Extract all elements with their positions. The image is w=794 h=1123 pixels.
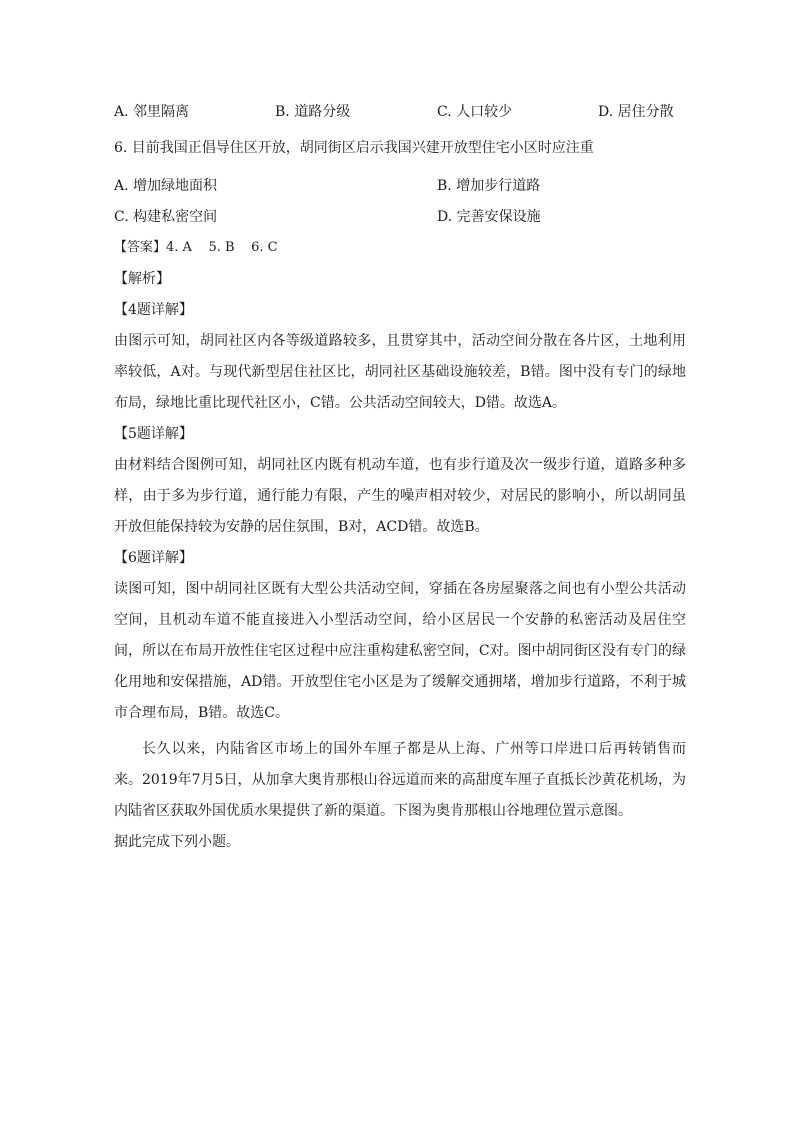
q6-option-d: D. 完善安保设施 (437, 209, 541, 225)
material-prompt: 据此完成下列小题。 (114, 834, 240, 850)
q5-heading: 【5题详解】 (114, 426, 193, 442)
q5-option-d: D. 居住分散 (598, 104, 674, 120)
q4-heading: 【4题详解】 (114, 302, 193, 318)
q6-option-a: A. 增加绿地面积 (114, 178, 218, 194)
q5-option-c: C. 人口较少 (437, 104, 513, 120)
q6-stem: 6. 目前我国正倡导住区开放，胡同街区启示我国兴建开放型住宅小区时应注重 (114, 140, 594, 156)
q4-explanation: 由图示可知，胡同社区内各等级道路较多，且贯穿其中，活动空间分散在各片区，土地利用率较低，A对。与现代新型居住社区比，胡同社区基础设施较差，B错。图中没有专门的绿地布局，绿地比重比现代社区小，C错。公共活动空间较大，D错。故选A。 (114, 333, 686, 411)
q5-option-b: B. 道路分级 (275, 104, 351, 120)
q6-option-b: B. 增加步行道路 (437, 178, 541, 194)
q5-option-a: A. 邻里隔离 (114, 104, 190, 120)
material-paragraph: 长久以来，内陆省区市场上的国外车厘子都是从上海、广州等口岸进口后再转销售而来。2019年7月5日，从加拿大奥肯那根山谷远道而来的高甜度车厘子直抵长沙黄花机场，为内陆省区获取外国优质水果提供了新的渠道。下图为奥肯那根山谷地理位置示意图。 (114, 741, 686, 819)
q6-heading: 【6题详解】 (114, 550, 193, 566)
q6-option-c: C. 构建私密空间 (114, 209, 218, 225)
answer-line: 【答案】4. A 5. B 6. C (114, 240, 278, 255)
analysis-title: 【解析】 (114, 271, 170, 287)
q5-explanation: 由材料结合图例可知，胡同社区内既有机动车道，也有步行道及次一级步行道，道路多种多样，由于多为步行道，通行能力有限，产生的噪声相对较少，对居民的影响小，所以胡同虽开放但能保持较为安静的居住氛围，B对，ACD错。故选B。 (114, 457, 686, 535)
q6-explanation: 读图可知，图中胡同社区既有大型公共活动空间，穿插在各房屋聚落之间也有小型公共活动空间，且机动车道不能直接进入小型活动空间，给小区居民一个安静的私密活动及居住空间，所以在布局开放性住宅区过程中应注重构建私密空间，C对。图中胡同街区没有专门的绿化用地和安保措施，AD错。开放型住宅小区是为了缓解交通拥堵，增加步行道路，不利于城市合理布局，B错。故选C。 (114, 581, 686, 721)
